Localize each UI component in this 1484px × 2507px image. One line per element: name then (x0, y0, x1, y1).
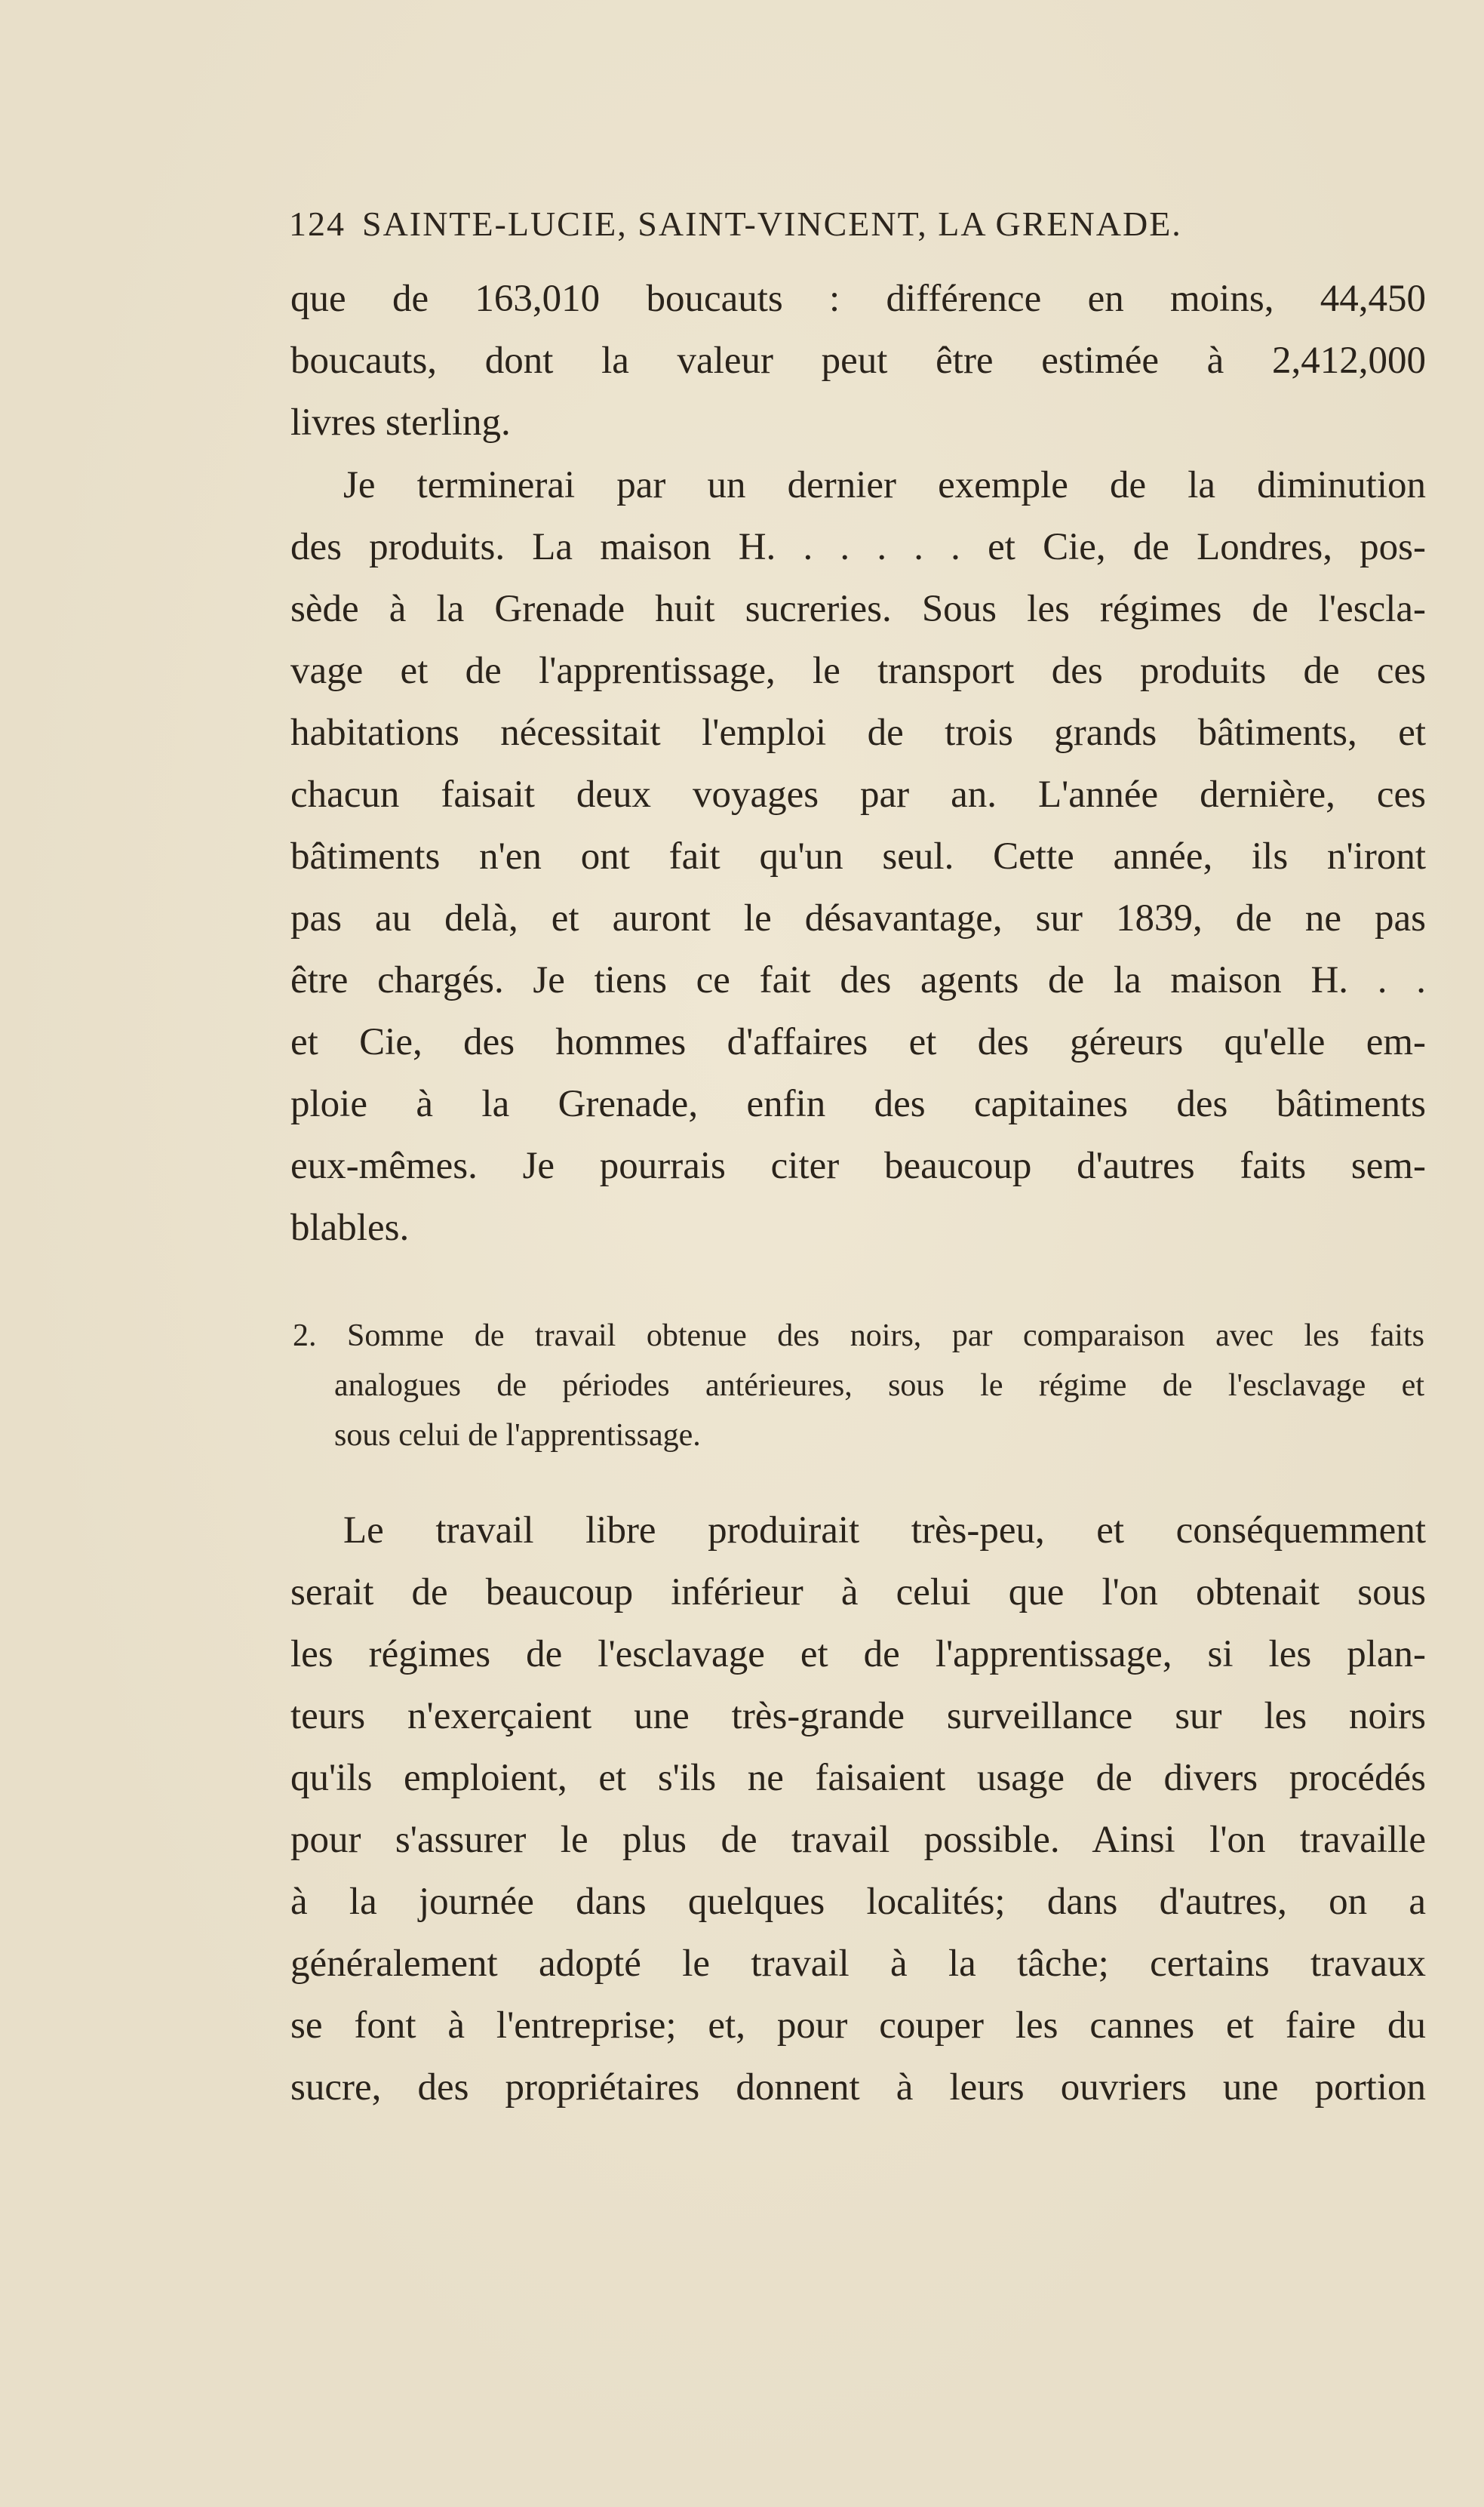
paragraph-2 (290, 454, 1426, 1259)
text-line: eux-mêmes. Je pourrais citer beaucoup d'autres faits sem- (290, 1145, 1426, 1187)
text-line: boucauts, dont la valeur peut être estimée à 2,412,000 (290, 340, 1426, 382)
running-head (289, 204, 1421, 244)
heading-line: sous celui de l'apprentissage. (334, 1418, 701, 1453)
text-line: sède à la Grenade huit sucreries. Sous les régimes de l'escla- (290, 588, 1426, 630)
text-line: teurs n'exerçaient une très-grande surveillance sur les noirs (290, 1695, 1426, 1737)
text-line: à la journée dans quelques localités; dans d'autres, on a (290, 1881, 1426, 1923)
text-line: livres sterling. (290, 401, 511, 444)
text-line: et Cie, des hommes d'affaires et des géreurs qu'elle em- (290, 1021, 1426, 1063)
heading-line: analogues de périodes antérieures, sous le régime de l'esclavage et (334, 1368, 1424, 1403)
text-line: être chargés. Je tiens ce fait des agents de la maison H. . . (290, 959, 1426, 1001)
text-line: habitations nécessitait l'emploi de trois grands bâtiments, et (290, 712, 1426, 754)
text-line: pas au delà, et auront le désavantage, sur 1839, de ne pas (290, 897, 1426, 940)
text-line: vage et de l'apprentissage, le transport des produits de ces (290, 650, 1426, 692)
text-line: serait de beaucoup inférieur à celui que l'on obtenait sous (290, 1571, 1426, 1613)
text-line: chacun faisait deux voyages par an. L'année dernière, ces (290, 774, 1426, 816)
paragraph-1 (290, 268, 1426, 454)
text-line: blables. (290, 1207, 410, 1249)
text-line: généralement adopté le travail à la tâche; certains travaux (290, 1943, 1426, 1985)
text-line: les régimes de l'esclavage et de l'apprentissage, si les plan- (290, 1633, 1426, 1675)
text-line: Le travail libre produirait très-peu, et conséquemment (343, 1509, 1426, 1552)
text-line: ploie à la Grenade, enfin des capitaines des bâtiments (290, 1083, 1426, 1125)
heading-line: 2. Somme de travail obtenue des noirs, par comparaison avec les faits (293, 1318, 1424, 1353)
text-line: bâtiments n'en ont fait qu'un seul. Cette année, ils n'iront (290, 835, 1426, 878)
text-line: des produits. La maison H. . . . . . et Cie, de Londres, pos- (290, 526, 1426, 568)
text-line: Je terminerai par un dernier exemple de la diminution (343, 464, 1426, 506)
text-line: se font à l'entreprise; et, pour couper les cannes et faire du (290, 2004, 1426, 2047)
text-line: sucre, des propriétaires donnent à leurs ouvriers une portion (290, 2066, 1426, 2109)
paragraph-3 (290, 1500, 1426, 2118)
text-line: que de 163,010 boucauts : différence en moins, 44,450 (290, 278, 1426, 320)
page-number: 124 (289, 205, 346, 243)
text-line: qu'ils emploient, et s'ils ne faisaient usage de divers procédés (290, 1757, 1426, 1799)
running-title: SAINTE-LUCIE, SAINT-VINCENT, LA GRENADE. (362, 205, 1182, 243)
text-line: pour s'assurer le plus de travail possible. Ainsi l'on travaille (290, 1819, 1426, 1861)
section-heading (293, 1311, 1424, 1460)
